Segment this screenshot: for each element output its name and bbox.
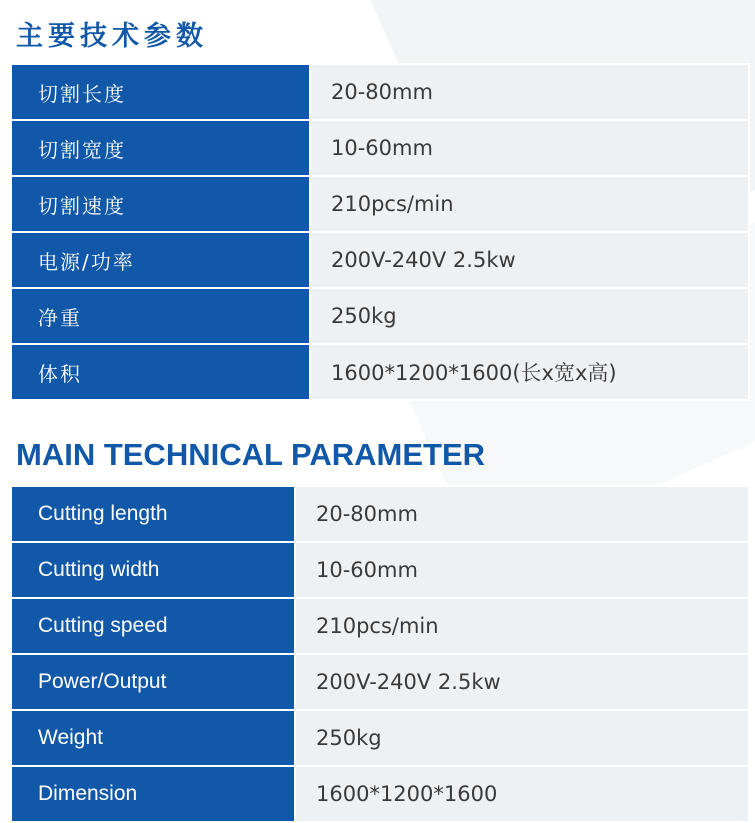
table-row xyxy=(11,288,749,344)
spec-label: Cutting speed xyxy=(11,598,295,654)
section-divider xyxy=(0,401,755,423)
table-row xyxy=(11,542,749,598)
table-row xyxy=(11,766,749,822)
table-row xyxy=(11,598,749,654)
spec-label: 切割宽度 xyxy=(11,120,310,176)
spec-label: Dimension xyxy=(11,766,295,822)
table-row xyxy=(11,486,749,542)
table-row xyxy=(11,232,749,288)
spec-value: 10-60mm xyxy=(295,542,749,598)
table-row xyxy=(11,176,749,232)
spec-label: 净重 xyxy=(11,288,310,344)
spec-label: Power/Output xyxy=(11,654,295,710)
spec-table-english xyxy=(10,485,750,823)
spec-value: 250kg xyxy=(310,288,749,344)
spec-label: 电源/功率 xyxy=(11,232,310,288)
spec-value: 20-80mm xyxy=(295,486,749,542)
spec-value: 200V-240V 2.5kw xyxy=(295,654,749,710)
table-row xyxy=(11,344,749,400)
table-row xyxy=(11,120,749,176)
spec-value: 20-80mm xyxy=(310,64,749,120)
spec-value: 210pcs/min xyxy=(295,598,749,654)
spec-label: Cutting width xyxy=(11,542,295,598)
section-chinese xyxy=(0,0,755,401)
section-english xyxy=(0,423,755,823)
table-row xyxy=(11,64,749,120)
table-row xyxy=(11,654,749,710)
spec-value: 200V-240V 2.5kw xyxy=(310,232,749,288)
spec-label: 切割长度 xyxy=(11,64,310,120)
spec-label: 切割速度 xyxy=(11,176,310,232)
table-row xyxy=(11,710,749,766)
spec-value: 10-60mm xyxy=(310,120,749,176)
spec-label: Weight xyxy=(11,710,295,766)
spec-value: 1600*1200*1600 xyxy=(295,766,749,822)
spec-table-chinese xyxy=(10,63,750,401)
spec-value: 1600*1200*1600(长x宽x高) xyxy=(310,344,749,400)
spec-value: 210pcs/min xyxy=(310,176,749,232)
spec-label: 体积 xyxy=(11,344,310,400)
spec-label: Cutting length xyxy=(11,486,295,542)
section-title-english: MAIN TECHNICAL PARAMETER xyxy=(16,437,486,472)
spec-value: 250kg xyxy=(295,710,749,766)
section-title-chinese: 主要技术参数 xyxy=(16,21,208,52)
